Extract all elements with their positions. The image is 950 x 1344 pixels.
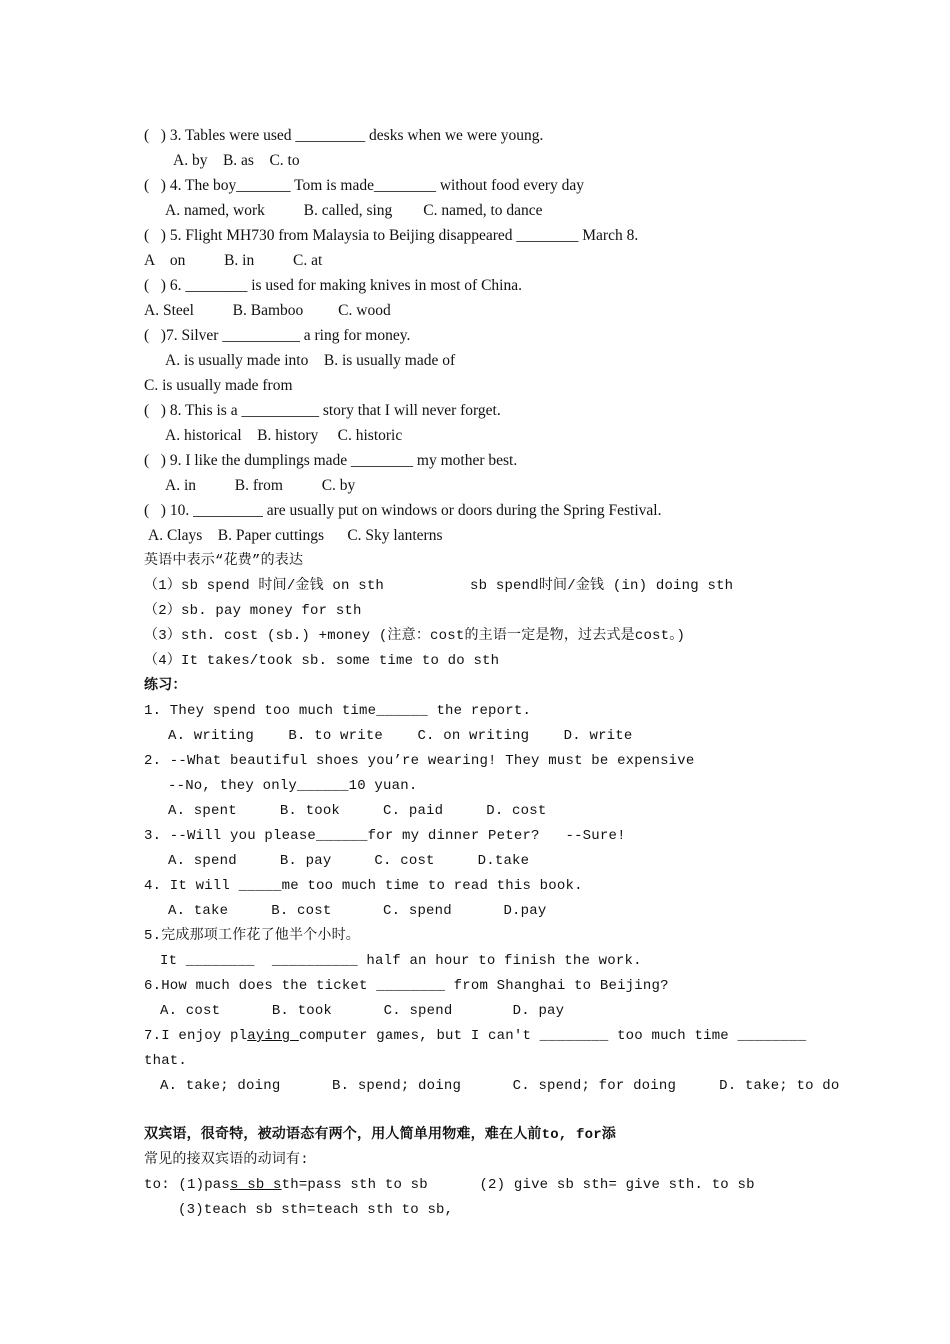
double-object-intro: 常见的接双宾语的动词有:	[144, 1152, 309, 1168]
practice-q7	[144, 1026, 806, 1046]
question-10-options: A. Clays B. Paper cuttings C. Sky lanterns	[148, 527, 443, 544]
practice-q2-options: A. spent B. took C. paid D. cost	[168, 803, 547, 819]
question-6: ( ) 6. ________ is used for making knives in most of China.	[144, 277, 522, 294]
practice-q5: 5.完成那项工作花了他半个小时。	[144, 928, 361, 944]
to-line-part2: th=pass sth to sb (2) give sb sth= give sth. to sb	[281, 1177, 755, 1193]
practice-q7-cont: that.	[144, 1053, 188, 1069]
spend-rule-1: （1）sb spend 时间/金钱 on sth sb spend时间/金钱 (in) doing sth	[144, 578, 734, 594]
question-10: ( ) 10. _________ are usually put on windows or doors during the Spring Festival.	[144, 502, 662, 519]
practice-q2: 2. --What beautiful shoes you’re wearing! They must be expensive	[144, 753, 695, 769]
practice-q6-options: A. cost B. took C. spend D. pay	[160, 1003, 565, 1019]
spend-rule-4: （4）It takes/took sb. some time to do sth	[144, 653, 500, 669]
practice-q1-options: A. writing B. to write C. on writing D. write	[168, 728, 633, 744]
practice-q2-reply: --No, they only______10 yuan.	[168, 778, 418, 794]
question-7-options-ab: A. is usually made into B. is usually made of	[165, 352, 456, 369]
to-line-underlined: s sb s	[230, 1177, 282, 1193]
question-4-options: A. named, work B. called, sing C. named, to dance	[165, 202, 543, 219]
practice-label: 练习：	[144, 678, 187, 694]
practice-q5-blank: It ________ __________ half an hour to finish the work.	[160, 953, 642, 969]
spend-rule-2: （2）sb. pay money for sth	[144, 603, 362, 619]
practice-q1: 1. They spend too much time______ the report.	[144, 703, 532, 719]
question-8-options: A. historical B. history C. historic	[165, 427, 403, 444]
practice-q6: 6.How much does the ticket ________ from Shanghai to Beijing?	[144, 978, 669, 994]
question-5-options: A on B. in C. at	[144, 252, 323, 269]
question-7: ( )7. Silver __________ a ring for money.	[144, 327, 411, 344]
double-object-title: 双宾语，很奇特，被动语态有两个，用人简单用物难，难在人前to, for添	[144, 1127, 617, 1143]
question-8: ( ) 8. This is a __________ story that I will never forget.	[144, 402, 501, 419]
question-9-options: A. in B. from C. by	[165, 477, 356, 494]
question-3: ( ) 3. Tables were used _________ desks when we were young.	[144, 127, 544, 144]
question-3-options: A. by B. as C. to	[173, 152, 300, 169]
question-5: ( ) 5. Flight MH730 from Malaysia to Beijing disappeared ________ March 8.	[144, 227, 639, 244]
to-line-part1: to: (1)pas	[144, 1177, 231, 1193]
double-object-to-line	[144, 1175, 755, 1195]
practice-q7-options: A. take; doing B. spend; doing C. spend; for doing D. take; to do	[160, 1078, 840, 1094]
spend-rule-3: （3）sth. cost (sb.) +money (注意：cost的主语一定是物，过去式是cost。)	[144, 628, 686, 644]
practice-q4-options: A. take B. cost C. spend D.pay	[168, 903, 547, 919]
question-4: ( ) 4. The boy_______ Tom is made________ without food every day	[144, 177, 585, 194]
question-7-option-c: C. is usually made from	[144, 377, 293, 394]
practice-q3: 3. --Will you please______for my dinner Peter? --Sure!	[144, 828, 626, 844]
spend-heading: 英语中表示“花费”的表达	[144, 553, 304, 569]
practice-q4: 4. It will _____me too much time to read this book.	[144, 878, 583, 894]
practice-q7-part2: computer games, but I can't ________ too much time ________	[298, 1028, 807, 1044]
practice-q7-underlined: aying	[247, 1028, 299, 1044]
question-9: ( ) 9. I like the dumplings made ________ my mother best.	[144, 452, 518, 469]
practice-q7-part1: 7.I enjoy pl	[144, 1028, 248, 1044]
practice-q3-options: A. spend B. pay C. cost D.take	[168, 853, 530, 869]
double-object-teach-line: (3)teach sb sth=teach sth to sb,	[178, 1202, 454, 1218]
question-6-options: A. Steel B. Bamboo C. wood	[144, 302, 391, 319]
